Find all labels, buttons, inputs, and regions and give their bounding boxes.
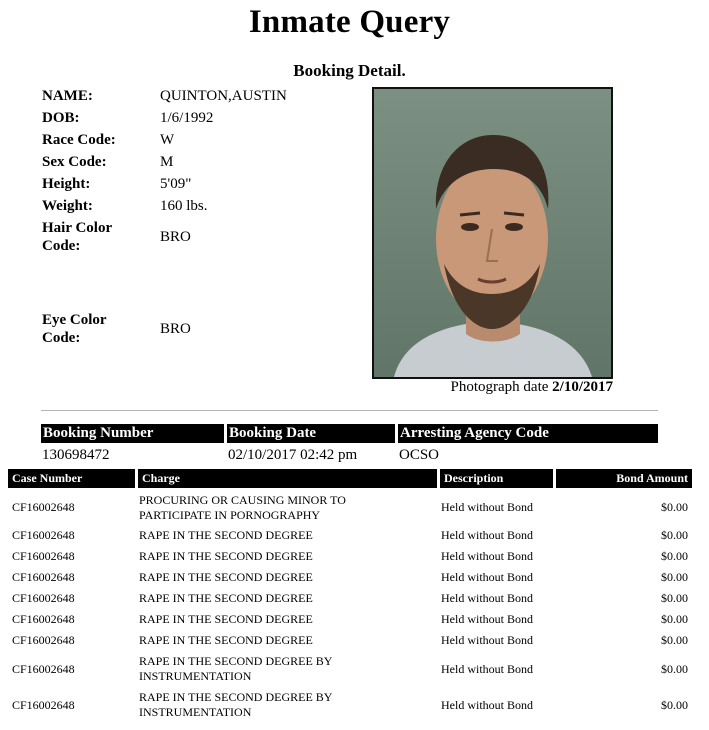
charge-cell: RAPE IN THE SECOND DEGREE BY INSTRUMENTATION bbox=[139, 654, 333, 683]
table-row bbox=[8, 654, 692, 684]
field-label: Hair Color Code: bbox=[42, 220, 112, 254]
arresting-agency-value: OCSO bbox=[399, 447, 440, 463]
bond-amount-cell: $0.00 bbox=[661, 633, 688, 647]
booking-number-header: Booking Number bbox=[41, 424, 224, 443]
booking-table-row bbox=[41, 446, 658, 464]
bond-amount-header: Bond Amount bbox=[556, 469, 692, 488]
charge-cell: RAPE IN THE SECOND DEGREE BY INSTRUMENTATION bbox=[139, 690, 333, 719]
photo-caption bbox=[372, 379, 613, 396]
field-value: W bbox=[160, 132, 175, 148]
table-row bbox=[8, 570, 692, 586]
booking-detail-subtitle: Booking Detail. bbox=[293, 61, 406, 80]
field-label: Race Code: bbox=[42, 132, 116, 148]
description-cell: Held without Bond bbox=[441, 698, 533, 712]
charge-cell: PROCURING OR CAUSING MINOR TO PARTICIPATE IN PORNOGRAPHY bbox=[139, 493, 346, 522]
field-label: Eye Color Code: bbox=[42, 312, 107, 346]
bond-amount-cell: $0.00 bbox=[661, 570, 688, 584]
case-number-cell: CF16002648 bbox=[12, 570, 75, 584]
case-number-cell: CF16002648 bbox=[12, 528, 75, 542]
case-number-cell: CF16002648 bbox=[12, 591, 75, 605]
bond-amount-cell: $0.00 bbox=[661, 528, 688, 542]
description-cell: Held without Bond bbox=[441, 612, 533, 626]
table-row bbox=[8, 591, 692, 607]
photo-caption-date: 2/10/2017 bbox=[552, 379, 613, 395]
description-cell: Held without Bond bbox=[441, 500, 533, 514]
field-value: 5'09" bbox=[160, 176, 192, 192]
field-label: NAME: bbox=[42, 88, 93, 104]
charge-header: Charge bbox=[138, 469, 437, 488]
description-cell: Held without Bond bbox=[441, 633, 533, 647]
field-value: BRO bbox=[160, 321, 191, 337]
case-number-cell: CF16002648 bbox=[12, 500, 75, 514]
charge-cell: RAPE IN THE SECOND DEGREE bbox=[139, 591, 313, 605]
section-divider bbox=[41, 410, 658, 411]
case-number-cell: CF16002648 bbox=[12, 612, 75, 626]
field-label: Height: bbox=[42, 176, 91, 192]
case-number-header: Case Number bbox=[8, 469, 135, 488]
charge-cell: RAPE IN THE SECOND DEGREE bbox=[139, 570, 313, 584]
mugshot-image bbox=[374, 89, 611, 377]
field-value: 160 lbs. bbox=[160, 198, 208, 214]
charges-table-header bbox=[8, 469, 692, 488]
charge-cell: RAPE IN THE SECOND DEGREE bbox=[139, 549, 313, 563]
charge-cell: RAPE IN THE SECOND DEGREE bbox=[139, 612, 313, 626]
case-number-cell: CF16002648 bbox=[12, 633, 75, 647]
charge-cell: RAPE IN THE SECOND DEGREE bbox=[139, 633, 313, 647]
field-value: M bbox=[160, 154, 174, 170]
case-number-cell: CF16002648 bbox=[12, 662, 75, 676]
booking-table-header bbox=[41, 424, 658, 443]
table-row bbox=[8, 549, 692, 565]
description-cell: Held without Bond bbox=[441, 591, 533, 605]
table-row bbox=[8, 528, 692, 544]
bond-amount-cell: $0.00 bbox=[661, 500, 688, 514]
booking-number-value: 130698472 bbox=[42, 447, 110, 463]
field-value: QUINTON,AUSTIN bbox=[160, 88, 287, 104]
charge-cell: RAPE IN THE SECOND DEGREE bbox=[139, 528, 313, 542]
case-number-cell: CF16002648 bbox=[12, 698, 75, 712]
field-label: Weight: bbox=[42, 198, 93, 214]
description-cell: Held without Bond bbox=[441, 570, 533, 584]
field-label: DOB: bbox=[42, 110, 80, 126]
page-title: Inmate Query bbox=[248, 4, 451, 40]
description-cell: Held without Bond bbox=[441, 528, 533, 542]
table-row bbox=[8, 633, 692, 649]
table-row bbox=[8, 612, 692, 628]
arresting-agency-header: Arresting Agency Code bbox=[398, 424, 658, 443]
bond-amount-cell: $0.00 bbox=[661, 662, 688, 676]
booking-date-header: Booking Date bbox=[227, 424, 395, 443]
description-header: Description bbox=[440, 469, 553, 488]
table-row bbox=[8, 493, 692, 523]
bond-amount-cell: $0.00 bbox=[661, 698, 688, 712]
booking-date-value: 02/10/2017 02:42 pm bbox=[228, 447, 358, 463]
table-row bbox=[8, 690, 692, 720]
bond-amount-cell: $0.00 bbox=[661, 549, 688, 563]
bond-amount-cell: $0.00 bbox=[661, 612, 688, 626]
case-number-cell: CF16002648 bbox=[12, 549, 75, 563]
description-cell: Held without Bond bbox=[441, 662, 533, 676]
field-value: BRO bbox=[160, 229, 191, 245]
field-value: 1/6/1992 bbox=[160, 110, 214, 126]
photo-caption-label: Photograph date bbox=[450, 379, 549, 395]
field-label: Sex Code: bbox=[42, 154, 107, 170]
description-cell: Held without Bond bbox=[441, 549, 533, 563]
booking-photo bbox=[372, 87, 613, 379]
bond-amount-cell: $0.00 bbox=[661, 591, 688, 605]
